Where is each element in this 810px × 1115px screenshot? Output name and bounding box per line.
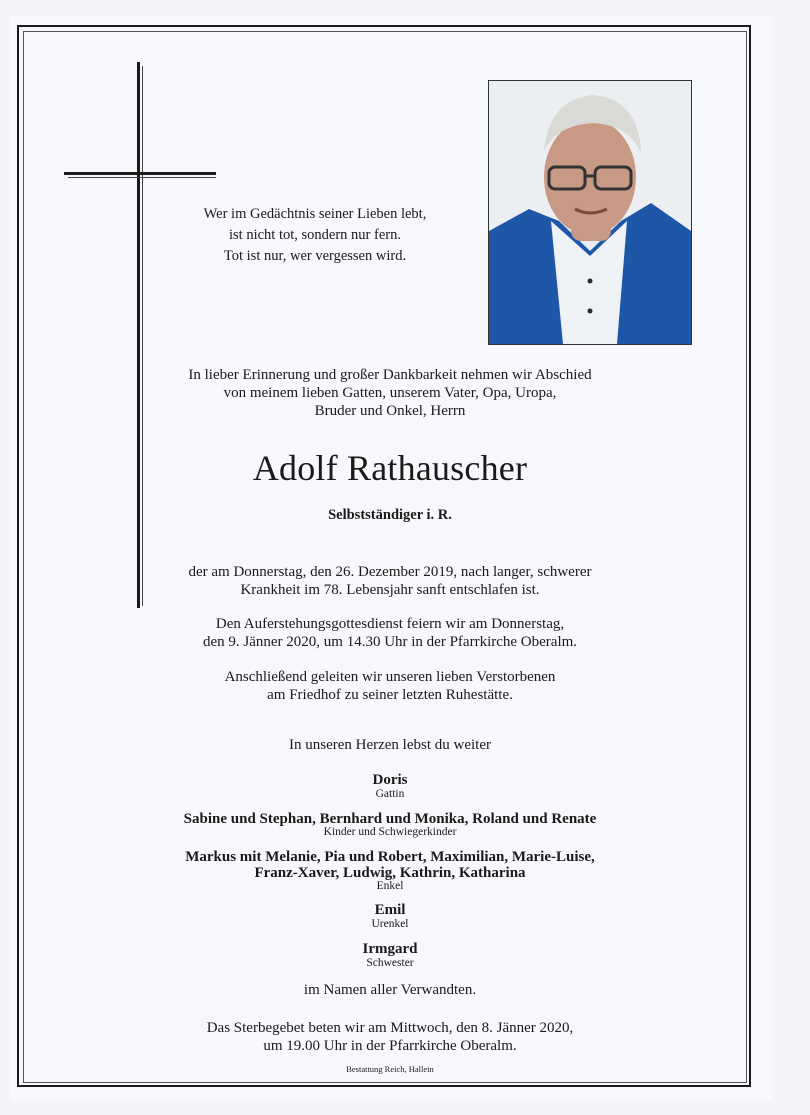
family-member-name: Irmgard <box>362 941 418 957</box>
family-member-name: Markus mit Melanie, Pia und Robert, Maximilian, Marie-Luise, <box>185 849 595 865</box>
portrait-illustration <box>489 81 691 344</box>
family-member-name: Doris <box>372 772 408 788</box>
paragraph-line: Den Auferstehungsgottesdienst feiern wir am Donnerstag, <box>215 616 565 632</box>
family-member-name: Franz-Xaver, Ludwig, Kathrin, Katharina <box>254 865 526 881</box>
undertaker-credit: Bestattung Reich, Hallein <box>346 1064 434 1074</box>
family-member-role: Schwester <box>366 957 414 969</box>
service-paragraph <box>0 615 780 651</box>
quote-line: ist nicht tot, sondern nur fern. <box>229 227 401 243</box>
intro-text <box>0 366 780 420</box>
paragraph-line: der am Donnerstag, den 26. Dezember 2019, nach langer, schwerer <box>188 564 592 580</box>
paragraph-line: Krankheit im 78. Lebensjahr sanft entschlafen ist. <box>240 582 540 598</box>
paragraph-line: am Friedhof zu seiner letzten Ruhestätte. <box>267 687 513 703</box>
intro-line: von meinem lieben Gatten, unserem Vater, Opa, Uropa, <box>223 385 557 401</box>
quote-line: Tot ist nur, wer vergessen wird. <box>223 248 407 264</box>
memorial-quote <box>150 204 480 267</box>
paragraph-line: den 9. Jänner 2020, um 14.30 Uhr in der Pfarrkirche Oberalm. <box>202 634 578 650</box>
intro-line: Bruder und Onkel, Herrn <box>314 403 466 419</box>
family-member-name: Emil <box>374 902 406 918</box>
family-member-role: Urenkel <box>371 918 409 930</box>
closing-line: im Namen aller Verwandten. <box>303 982 477 998</box>
family-member-role: Enkel <box>376 880 404 892</box>
prayer-notice <box>0 1019 780 1055</box>
death-notice-paragraph <box>0 563 780 599</box>
prayer-line: Das Sterbegebet beten wir am Mittwoch, den 8. Jänner 2020, <box>206 1020 574 1036</box>
prayer-line: um 19.00 Uhr in der Pfarrkirche Oberalm. <box>263 1038 517 1054</box>
deceased-name: Adolf Rathauscher <box>252 448 528 488</box>
paragraph-line: Anschließend geleiten wir unseren lieben Verstorbenen <box>224 669 556 685</box>
family-member-role: Gattin <box>375 788 405 800</box>
family-member-name: Sabine und Stephan, Bernhard und Monika, Roland und Renate <box>183 811 597 827</box>
burial-paragraph <box>0 668 780 704</box>
quote-line: Wer im Gedächtnis seiner Lieben lebt, <box>203 206 427 222</box>
portrait-photo <box>488 80 692 345</box>
deceased-occupation: Selbstständiger i. R. <box>328 507 452 523</box>
intro-line: In lieber Erinnerung und großer Dankbarkeit nehmen wir Abschied <box>188 367 592 383</box>
family-member-role: Kinder und Schwiegerkinder <box>323 826 457 838</box>
herzen-line: In unseren Herzen lebst du weiter <box>288 737 491 753</box>
